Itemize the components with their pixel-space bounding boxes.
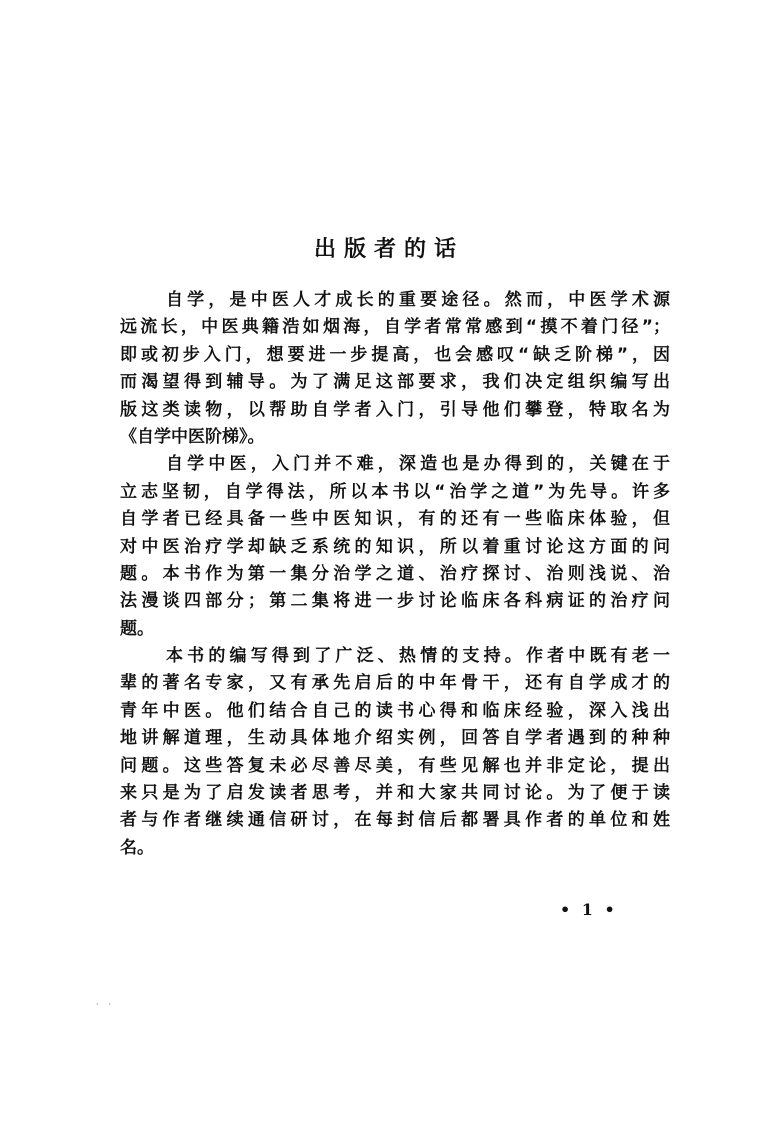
paragraph-2-line: 立志坚韧，自学得法，所以本书以“治学之道”为先导。许多: [120, 481, 670, 502]
page-number: • 1 •: [560, 900, 618, 919]
body-text: [120, 287, 670, 862]
paragraph-1-line: 远流长，中医典籍浩如烟海，自学者常常感到“摸不着门径”；: [120, 317, 670, 338]
paragraph-2-line: 自学中医，入门并不难，深造也是办得到的，关键在于: [166, 454, 670, 475]
paragraph-3-line: 青年中医。他们结合自己的读书心得和临床经验，深入浅出: [120, 700, 670, 721]
paragraph-2-line: 题。本书作为第一集分治学之道、治疗探讨、治则浅说、治: [120, 563, 670, 584]
paragraph-3-line: 来只是为了启发读者思考，并和大家共同讨论。为了便于读: [120, 783, 670, 804]
page-title: 出版者的话: [313, 236, 464, 262]
paragraph-2-line: 题。: [120, 618, 154, 639]
paragraph-2-line: 对中医治疗学却缺乏系统的知识，所以着重讨论这方面的问: [120, 536, 670, 557]
paragraph-1-line: 即或初步入门，想要进一步提高，也会感叹“缺乏阶梯”，因: [120, 344, 670, 365]
paragraph-3-line: 本书的编写得到了广泛、热情的支持。作者中既有老一: [166, 646, 670, 667]
paragraph-2-line: 法漫谈四部分；第二集将进一步讨论临床各科病证的治疗问: [120, 591, 670, 612]
paragraph-1-line: 版这类读物，以帮助自学者入门，引导他们攀登，特取名为: [120, 399, 670, 420]
paragraph-1-line: 《自学中医阶梯》。: [120, 426, 265, 447]
paragraph-3-line: 地讲解道理，生动具体地介绍实例，回答自学者遇到的种种: [120, 728, 670, 749]
scan-specks: ··: [96, 1000, 122, 1009]
paragraph-3-line: 辈的著名专家，又有承先启后的中年骨干，还有自学成才的: [120, 673, 670, 694]
paragraph-3-line: 名。: [120, 837, 154, 858]
paragraph-3-line: 问题。这些答复未必尽善尽美，有些见解也并非定论，提出: [120, 755, 670, 776]
paragraph-1-line: 而渴望得到辅导。为了满足这部要求，我们决定组织编写出: [120, 372, 670, 393]
paragraph-2-line: 自学者已经具备一些中医知识，有的还有一些临床体验，但: [120, 509, 670, 530]
paragraph-3-line: 者与作者继续通信研讨，在每封信后都署具作者的单位和姓: [120, 810, 670, 831]
paragraph-1-line: 自学，是中医人才成长的重要途径。然而，中医学术源: [166, 290, 670, 310]
